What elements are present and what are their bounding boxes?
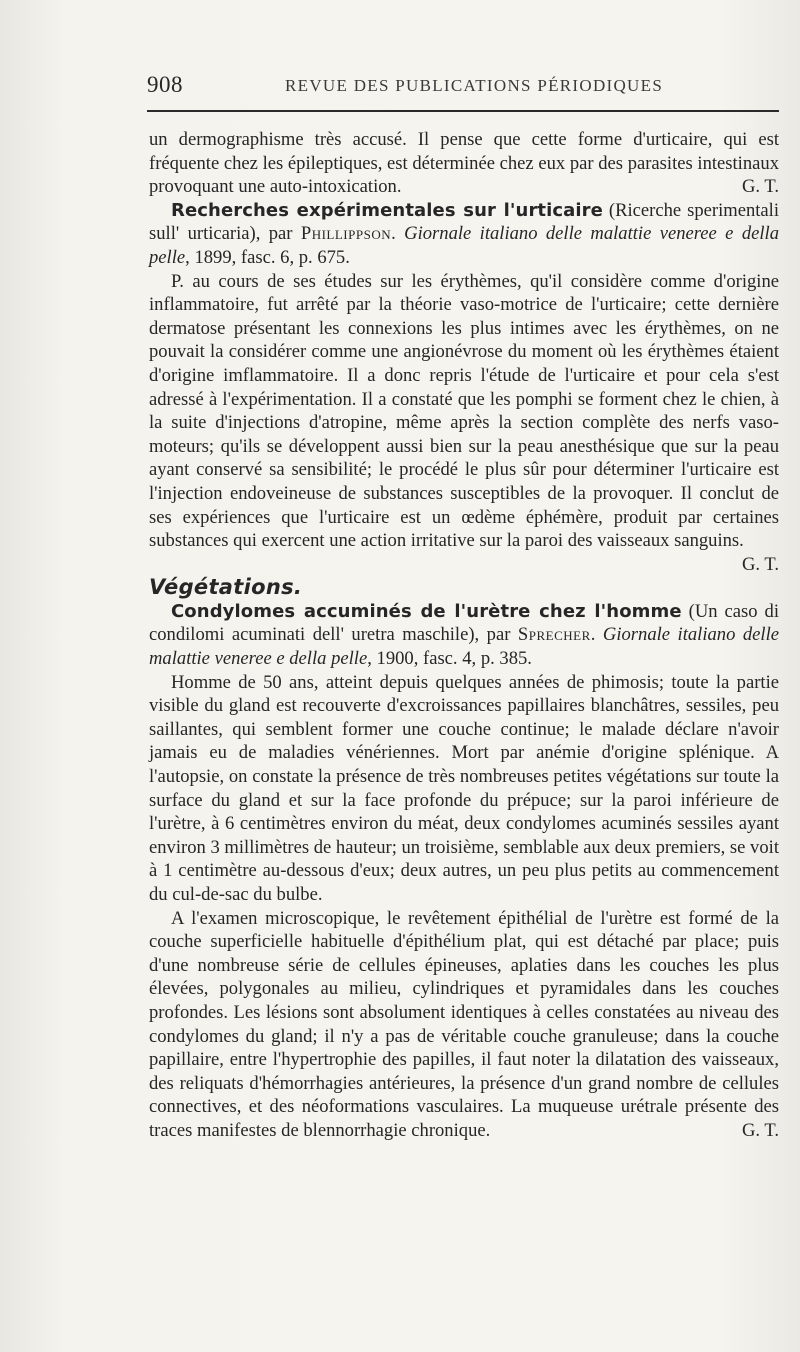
paragraph-text: un dermographisme très accusé. Il pense que cette forme d'urticaire, qui est fréquente chez les épileptiques, est déterminée chez eux par des parasites intestinaux provoquant une auto-intoxication. xyxy=(149,129,779,198)
page-number: 908 xyxy=(147,72,183,97)
entry-title: Condylomes accuminés de l'urètre chez l'homme xyxy=(171,600,682,622)
entry-original-title: (Un caso di condilomi acuminati dell' uretra maschile), par xyxy=(149,600,779,646)
review-paragraph xyxy=(149,270,779,577)
entry-citation: , 1900, fasc. 4, p. 385. xyxy=(367,648,532,670)
section-heading: Végétations. xyxy=(149,575,303,600)
entry-journal: Giornale italiano delle malattie veneree e della pelle xyxy=(149,223,779,268)
header-rule xyxy=(147,110,779,112)
author-signature: G. T. xyxy=(741,553,779,575)
author-signature: G. T. xyxy=(741,176,779,198)
author-signature: G. T. xyxy=(741,1119,779,1141)
entry-author-sep: . xyxy=(391,223,405,245)
paragraph-text: A l'examen microscopique, le revêtement épithélial de l'urètre est formé de la couche superficielle habituelle d'épithélium plat, qui est détaché par place; puis d'une nombreuse série de cellules épineuses, aplaties dans les couches les plus élevées, polygonales au milieu, cylindriques et pyramidales dans les couches profondes. Les lésions sont absolument identiques à celles constatées au niveau des condylomes du gland; il n'y a pas de véritable couche granuleuse; dans la couche papillaire, entre l'hypertrophie des papilles, il faut noter la dilatation des vaisseaux, des reliquats d'hémorrhagies antérieures, la présence d'un grand nombre de cellules connectives, et des néoformations vasculaires. La muqueuse urétrale présente des traces manifestes de blennorrhagie chronique. xyxy=(149,907,779,1141)
paragraph-text: P. au cours de ses études sur les érythèmes, qu'il considère comme d'origine inflammatoire, fut arrêté par la théorie vaso-motrice de l'urticaire; cette dernière dermatose présentant les connexions les plus intimes avec les érythèmes, on ne pouvait la considérer comme une angionévrose du moment où les érythèmes étaient d'origine imflammatoire. Il a donc repris l'étude de l'urticaire et pour cela s'est adressé à l'expérimentation. Il a constaté que les pomphi se forment chez le chien, à la suite d'injections d'atropine, même après la section complète des nerfs vaso-moteurs; qu'ils se développent aussi bien sur la peau anesthésique que sur la peau ayant conservé sa sensibilité; le procédé le plus sûr pour déterminer l'urticaire est l'injection endoveineuse de substances susceptibles de la provoquer. Il conclut de ses expériences que l'urticaire est un œdème éphémère, produit par certaines substances qui exercent une action irritative sur la paroi des vaisseaux sanguins. xyxy=(149,270,779,552)
entry-citation: , 1899, fasc. 6, p. 675. xyxy=(185,246,350,268)
entry-author: Phillippson xyxy=(300,223,392,245)
entry-author-sep: . xyxy=(590,624,603,646)
page-header xyxy=(147,72,763,104)
entry-original-title: (Ricerche sperimentali sull' urticaria), par xyxy=(149,199,779,245)
entry-title: Recherches expérimentales sur l'urticaire xyxy=(171,199,603,221)
review-entry-header xyxy=(149,199,779,270)
entry-author: Sprecher xyxy=(517,624,591,646)
review-entry-header xyxy=(149,600,779,671)
review-paragraph xyxy=(149,907,779,1143)
entry-journal: Giornale italiano delle malattie veneree e della pelle xyxy=(149,624,780,670)
article-body xyxy=(149,128,779,1143)
paragraph-continuation xyxy=(149,128,779,199)
review-paragraph xyxy=(149,671,779,907)
running-title: REVUE DES PUBLICATIONS PÉRIODIQUES xyxy=(285,76,664,95)
paragraph-text: Homme de 50 ans, atteint depuis quelques années de phimosis; toute la partie visible du gland est recouverte d'excroissances papillaires blanchâtres, sessiles, peu saillantes, qui semblent former une couche continue; le malade déclare n'avoir jamais eu de maladies vénériennes. Mort par anémie d'origine splénique. A l'autopsie, on constate la présence de très nombreuses petites végétations sur toute la surface du gland et sur la face profonde du prépuce; sur la paroi inférieure de l'urètre, à 6 centimètres environ du méat, deux condylomes acuminés sessiles ayant environ 3 millimètres de hauteur; un troisième, semblable aux deux premiers, se voit à 1 centimètre au-dessous d'eux; deux autres, un peu plus petits au commencement du cul-de-sac du bulbe. xyxy=(149,671,779,905)
